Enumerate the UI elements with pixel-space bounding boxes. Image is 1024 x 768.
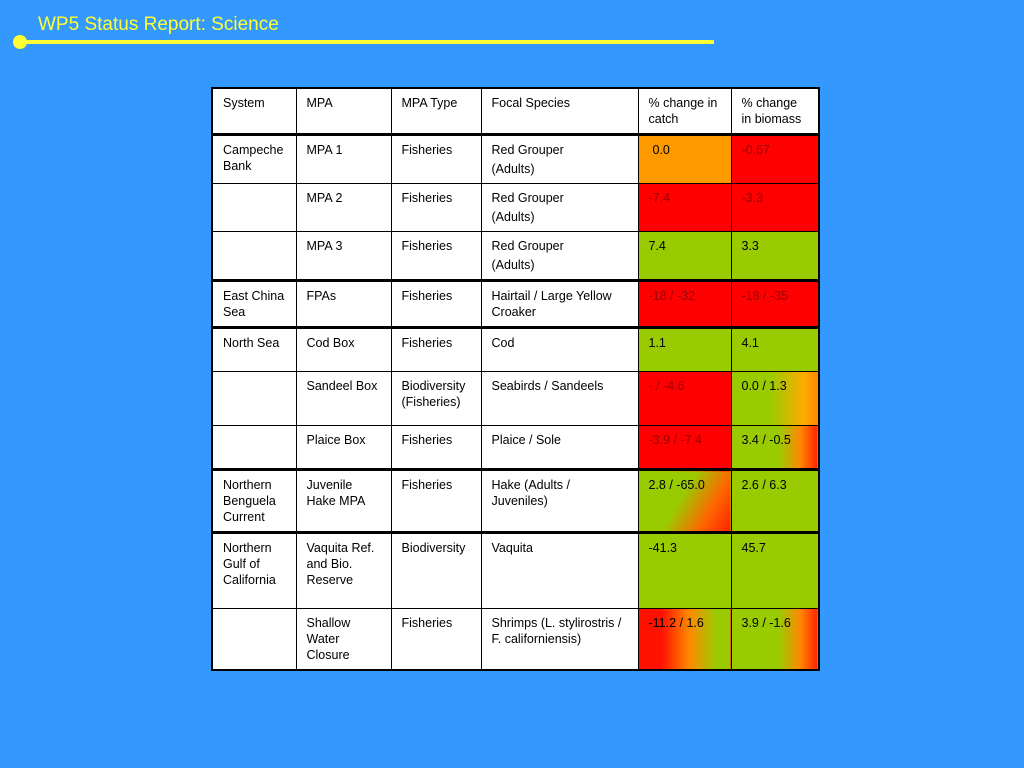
cell-catch-change: - / -4.6 — [638, 372, 731, 426]
cell-focal-species — [481, 135, 638, 184]
slide-title: WP5 Status Report: Science — [38, 14, 279, 35]
table-row — [212, 184, 819, 232]
cell-system: Northern Gulf of California — [212, 533, 296, 609]
cell-catch-change: 0.0 — [638, 135, 731, 184]
cell-system: East China Sea — [212, 281, 296, 328]
cell-focal-species — [481, 184, 638, 232]
table-row — [212, 609, 819, 671]
cell-biomass-change: -18 / -35 — [731, 281, 819, 328]
species-stage: (Adults) — [491, 162, 535, 176]
cell-mpa: Vaquita Ref. and Bio. Reserve — [296, 533, 391, 609]
cell-catch-change: -11.2 / 1.6 — [638, 609, 731, 671]
table-row — [212, 281, 819, 328]
species-name: Red Grouper — [491, 239, 564, 253]
species-name: Red Grouper — [491, 191, 564, 205]
cell-biomass-change: -0.67 — [731, 135, 819, 184]
cell-mpa: MPA 1 — [296, 135, 391, 184]
cell-system — [212, 426, 296, 470]
cell-system: Campeche Bank — [212, 135, 296, 184]
cell-system: North Sea — [212, 328, 296, 372]
table-row — [212, 328, 819, 372]
cell-mpa-type: Fisheries — [391, 426, 481, 470]
cell-mpa: MPA 3 — [296, 232, 391, 281]
cell-system — [212, 184, 296, 232]
cell-catch-change: -3.9 / -7.4 — [638, 426, 731, 470]
table-row — [212, 372, 819, 426]
title-bullet-dot — [13, 35, 27, 49]
cell-mpa-type: Biodiversity (Fisheries) — [391, 372, 481, 426]
species-stage: (Adults) — [491, 210, 535, 224]
cell-mpa-type: Fisheries — [391, 135, 481, 184]
cell-catch-change: -7.4 — [638, 184, 731, 232]
cell-mpa-type: Fisheries — [391, 470, 481, 533]
header-mpa: MPA — [296, 88, 391, 135]
cell-catch-change: 2.8 / -65.0 — [638, 470, 731, 533]
table-row — [212, 135, 819, 184]
cell-focal-species: Seabirds / Sandeels — [481, 372, 638, 426]
cell-mpa-type: Biodiversity — [391, 533, 481, 609]
table-row — [212, 232, 819, 281]
cell-catch-change: 1.1 — [638, 328, 731, 372]
cell-mpa: Sandeel Box — [296, 372, 391, 426]
cell-biomass-change: 2.6 / 6.3 — [731, 470, 819, 533]
header-system: System — [212, 88, 296, 135]
cell-mpa-type: Fisheries — [391, 232, 481, 281]
table-row — [212, 426, 819, 470]
cell-biomass-change: 3.9 / -1.6 — [731, 609, 819, 671]
cell-focal-species: Vaquita — [481, 533, 638, 609]
species-stage: (Adults) — [491, 258, 535, 272]
cell-system — [212, 372, 296, 426]
mpa-status-table — [211, 87, 820, 671]
cell-system — [212, 232, 296, 281]
cell-mpa: FPAs — [296, 281, 391, 328]
cell-catch-change: 7.4 — [638, 232, 731, 281]
cell-mpa-type: Fisheries — [391, 328, 481, 372]
cell-biomass-change: 3.3 — [731, 232, 819, 281]
header-mpa-type: MPA Type — [391, 88, 481, 135]
cell-biomass-change: 4.1 — [731, 328, 819, 372]
cell-mpa-type: Fisheries — [391, 281, 481, 328]
table-row — [212, 470, 819, 533]
cell-focal-species — [481, 232, 638, 281]
cell-biomass-change: 45.7 — [731, 533, 819, 609]
cell-focal-species: Shrimps (L. stylirostris / F. californiensis) — [481, 609, 638, 671]
cell-mpa: Juvenile Hake MPA — [296, 470, 391, 533]
cell-system: Northern Benguela Current — [212, 470, 296, 533]
cell-focal-species: Hake (Adults / Juveniles) — [481, 470, 638, 533]
cell-mpa-type: Fisheries — [391, 184, 481, 232]
cell-mpa: Shallow Water Closure — [296, 609, 391, 671]
cell-biomass-change: 0.0 / 1.3 — [731, 372, 819, 426]
table-row — [212, 533, 819, 609]
cell-biomass-change: -3.3 — [731, 184, 819, 232]
cell-system — [212, 609, 296, 671]
header-catch-change: % change in catch — [638, 88, 731, 135]
cell-focal-species: Cod — [481, 328, 638, 372]
cell-biomass-change: 3.4 / -0.5 — [731, 426, 819, 470]
header-biomass-change: % change in biomass — [731, 88, 819, 135]
cell-mpa: MPA 2 — [296, 184, 391, 232]
header-focal-species: Focal Species — [481, 88, 638, 135]
cell-catch-change: -41.3 — [638, 533, 731, 609]
cell-focal-species: Plaice / Sole — [481, 426, 638, 470]
cell-catch-change: -18 / -32 — [638, 281, 731, 328]
title-underline — [20, 40, 714, 44]
table-header-row — [212, 88, 819, 135]
cell-mpa: Cod Box — [296, 328, 391, 372]
cell-mpa-type: Fisheries — [391, 609, 481, 671]
cell-mpa: Plaice Box — [296, 426, 391, 470]
species-name: Red Grouper — [491, 143, 564, 157]
cell-focal-species: Hairtail / Large Yellow Croaker — [481, 281, 638, 328]
